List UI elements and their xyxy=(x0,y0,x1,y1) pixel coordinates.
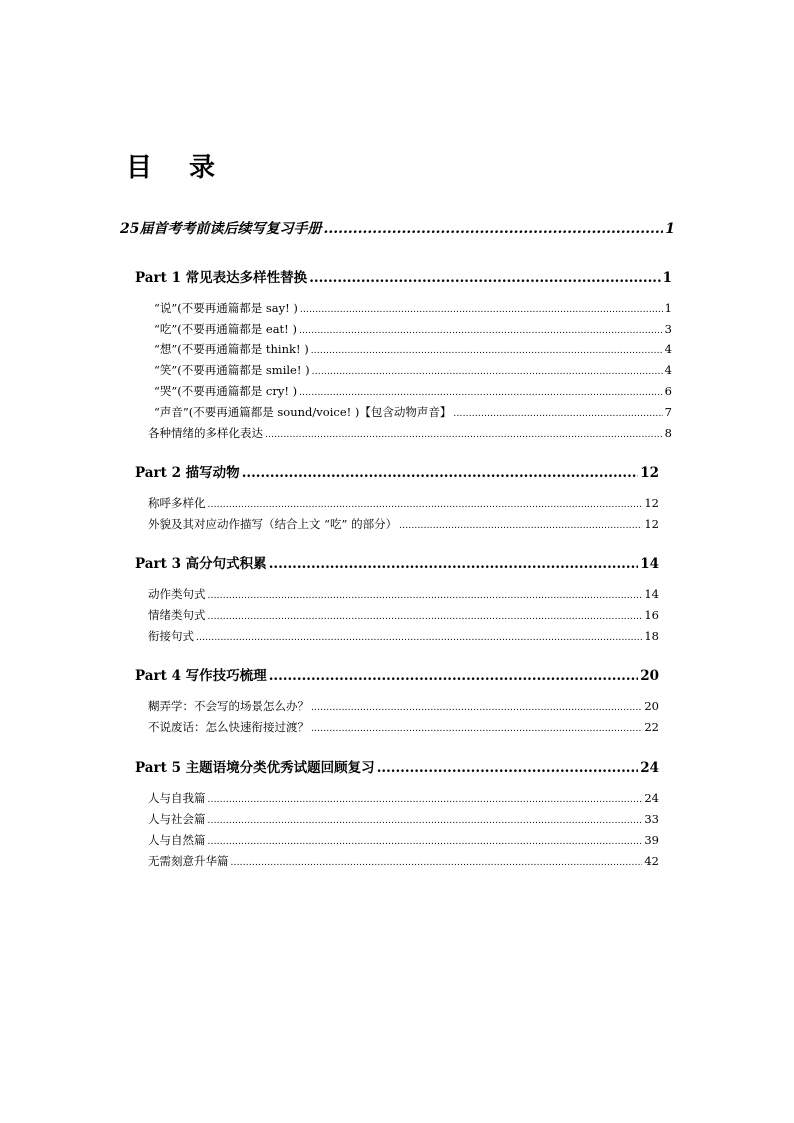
toc-entry-label: 糊弄学：不会写的场景怎么办？ xyxy=(148,699,309,713)
toc-entry-page: 14 xyxy=(644,587,659,601)
toc-entry-page: 12 xyxy=(644,517,659,531)
toc-entry-label: Part 1 常见表达多样性替换 xyxy=(135,270,308,286)
toc-entry-page: 39 xyxy=(644,833,659,847)
toc-entry-emotion-sentences[interactable] xyxy=(148,607,659,625)
toc-entry-transition-sentences[interactable] xyxy=(148,628,659,646)
dot-leader xyxy=(265,427,663,443)
toc-entry-label: 情绪类句式 xyxy=(148,608,206,622)
toc-entry-page: 20 xyxy=(640,668,659,684)
toc-entry-page: 16 xyxy=(644,608,659,622)
toc-entry-label: 人与社会篇 xyxy=(148,812,206,826)
toc-entry-part1[interactable] xyxy=(135,269,672,287)
toc-entry-page: 7 xyxy=(664,405,672,419)
dot-leader xyxy=(312,364,663,380)
toc-entry-label: 外貌及其对应动作描写（结合上文 “吃” 的部分） xyxy=(148,517,398,531)
toc-entry-page: 4 xyxy=(664,342,672,356)
toc-entry-part5[interactable] xyxy=(135,759,659,777)
dot-leader xyxy=(269,667,639,685)
toc-entry-label: Part 5 主题语境分类优秀试题回顾复习 xyxy=(135,760,375,776)
toc-entry-label: 称呼多样化 xyxy=(148,496,206,510)
dot-leader xyxy=(311,700,642,716)
toc-entry-action-sentences[interactable] xyxy=(148,586,659,604)
toc-entry-label: 衔接句式 xyxy=(148,629,194,643)
dot-leader xyxy=(208,834,643,850)
dot-leader xyxy=(269,555,639,573)
dot-leader xyxy=(208,792,643,808)
toc-entry-page: 22 xyxy=(644,720,659,734)
dot-leader xyxy=(299,385,663,401)
toc-entry-sound[interactable] xyxy=(154,404,672,422)
dot-leader xyxy=(377,759,639,777)
dot-leader xyxy=(242,464,639,482)
toc-entry-label: “吃”(不要再通篇都是 eat! ) xyxy=(154,322,297,336)
dot-leader xyxy=(309,269,660,287)
toc-entry-page: 12 xyxy=(644,496,659,510)
toc-entry-page: 20 xyxy=(644,699,659,713)
toc-entry-label: 动作类句式 xyxy=(148,587,206,601)
toc-entry-fudging[interactable] xyxy=(148,698,659,716)
toc-entry-label: 人与自我篇 xyxy=(148,791,206,805)
toc-entry-appearance[interactable] xyxy=(148,516,659,534)
toc-entry-label: 不说废话：怎么快速衔接过渡？ xyxy=(148,720,309,734)
toc-entry-no-sublimation[interactable] xyxy=(148,853,659,871)
toc-entry-label: Part 2 描写动物 xyxy=(135,465,240,481)
toc-entry-appellations[interactable] xyxy=(148,495,659,513)
dot-leader xyxy=(231,855,643,871)
toc-entry-label: Part 3 高分句式积累 xyxy=(135,556,267,572)
dot-leader xyxy=(208,497,643,513)
toc-entry-part2[interactable] xyxy=(135,464,659,482)
toc-entry-eat[interactable] xyxy=(154,321,672,339)
toc-entry-society[interactable] xyxy=(148,811,659,829)
dot-leader xyxy=(323,219,663,239)
toc-entry-page: 12 xyxy=(640,465,659,481)
toc-entry-no-nonsense[interactable] xyxy=(148,719,659,737)
toc-entry-smile[interactable] xyxy=(154,362,672,380)
toc-entry-think[interactable] xyxy=(154,341,672,359)
toc-entry-page: 8 xyxy=(664,426,672,440)
toc-entry-label: “哭”(不要再通篇都是 cry! ) xyxy=(154,384,298,398)
toc-entry-page: 14 xyxy=(640,556,659,572)
toc-entry-label: “说”(不要再通篇都是 say! ) xyxy=(154,301,298,315)
toc-entry-label: 无需刻意升华篇 xyxy=(148,854,229,868)
toc-entry-label: “笑”(不要再通篇都是 smile! ) xyxy=(154,363,310,377)
toc-entry-page: 1 xyxy=(662,270,672,286)
dot-leader xyxy=(399,518,642,534)
toc-entry-handbook[interactable] xyxy=(120,219,675,239)
dot-leader xyxy=(311,721,642,737)
dot-leader xyxy=(208,609,643,625)
toc-entry-emotions[interactable] xyxy=(148,425,672,443)
toc-entry-self[interactable] xyxy=(148,790,659,808)
toc-entry-page: 6 xyxy=(664,384,672,398)
toc-entry-nature[interactable] xyxy=(148,832,659,850)
dot-leader xyxy=(208,588,643,604)
toc-entry-page: 24 xyxy=(644,791,659,805)
toc-entry-part4[interactable] xyxy=(135,667,659,685)
dot-leader xyxy=(299,323,663,339)
dot-leader xyxy=(300,302,663,318)
toc-entry-page: 3 xyxy=(664,322,672,336)
toc-entry-say[interactable] xyxy=(154,300,672,318)
toc-entry-label: 25届首考考前读后续写复习手册 xyxy=(120,221,322,237)
toc-entry-page: 1 xyxy=(665,221,675,237)
toc-entry-page: 42 xyxy=(644,854,659,868)
toc-entry-page: 33 xyxy=(644,812,659,826)
toc-entry-cry[interactable] xyxy=(154,383,672,401)
toc-entry-label: 人与自然篇 xyxy=(148,833,206,847)
dot-leader xyxy=(311,343,663,359)
toc-entry-label: “声音”(不要再通篇都是 sound/voice! )【包含动物声音】 xyxy=(154,405,452,419)
dot-leader xyxy=(453,406,662,422)
dot-leader xyxy=(196,630,642,646)
toc-entry-page: 1 xyxy=(664,301,672,315)
toc-entry-page: 24 xyxy=(640,760,659,776)
dot-leader xyxy=(208,813,643,829)
toc-entry-label: “想”(不要再通篇都是 think! ) xyxy=(154,342,309,356)
page-title: 目 录 xyxy=(126,153,230,183)
toc-entry-part3[interactable] xyxy=(135,555,659,573)
toc-entry-page: 4 xyxy=(664,363,672,377)
toc-entry-page: 18 xyxy=(644,629,659,643)
toc-entry-label: Part 4 写作技巧梳理 xyxy=(135,668,267,684)
toc-entry-label: 各种情绪的多样化表达 xyxy=(148,426,263,440)
